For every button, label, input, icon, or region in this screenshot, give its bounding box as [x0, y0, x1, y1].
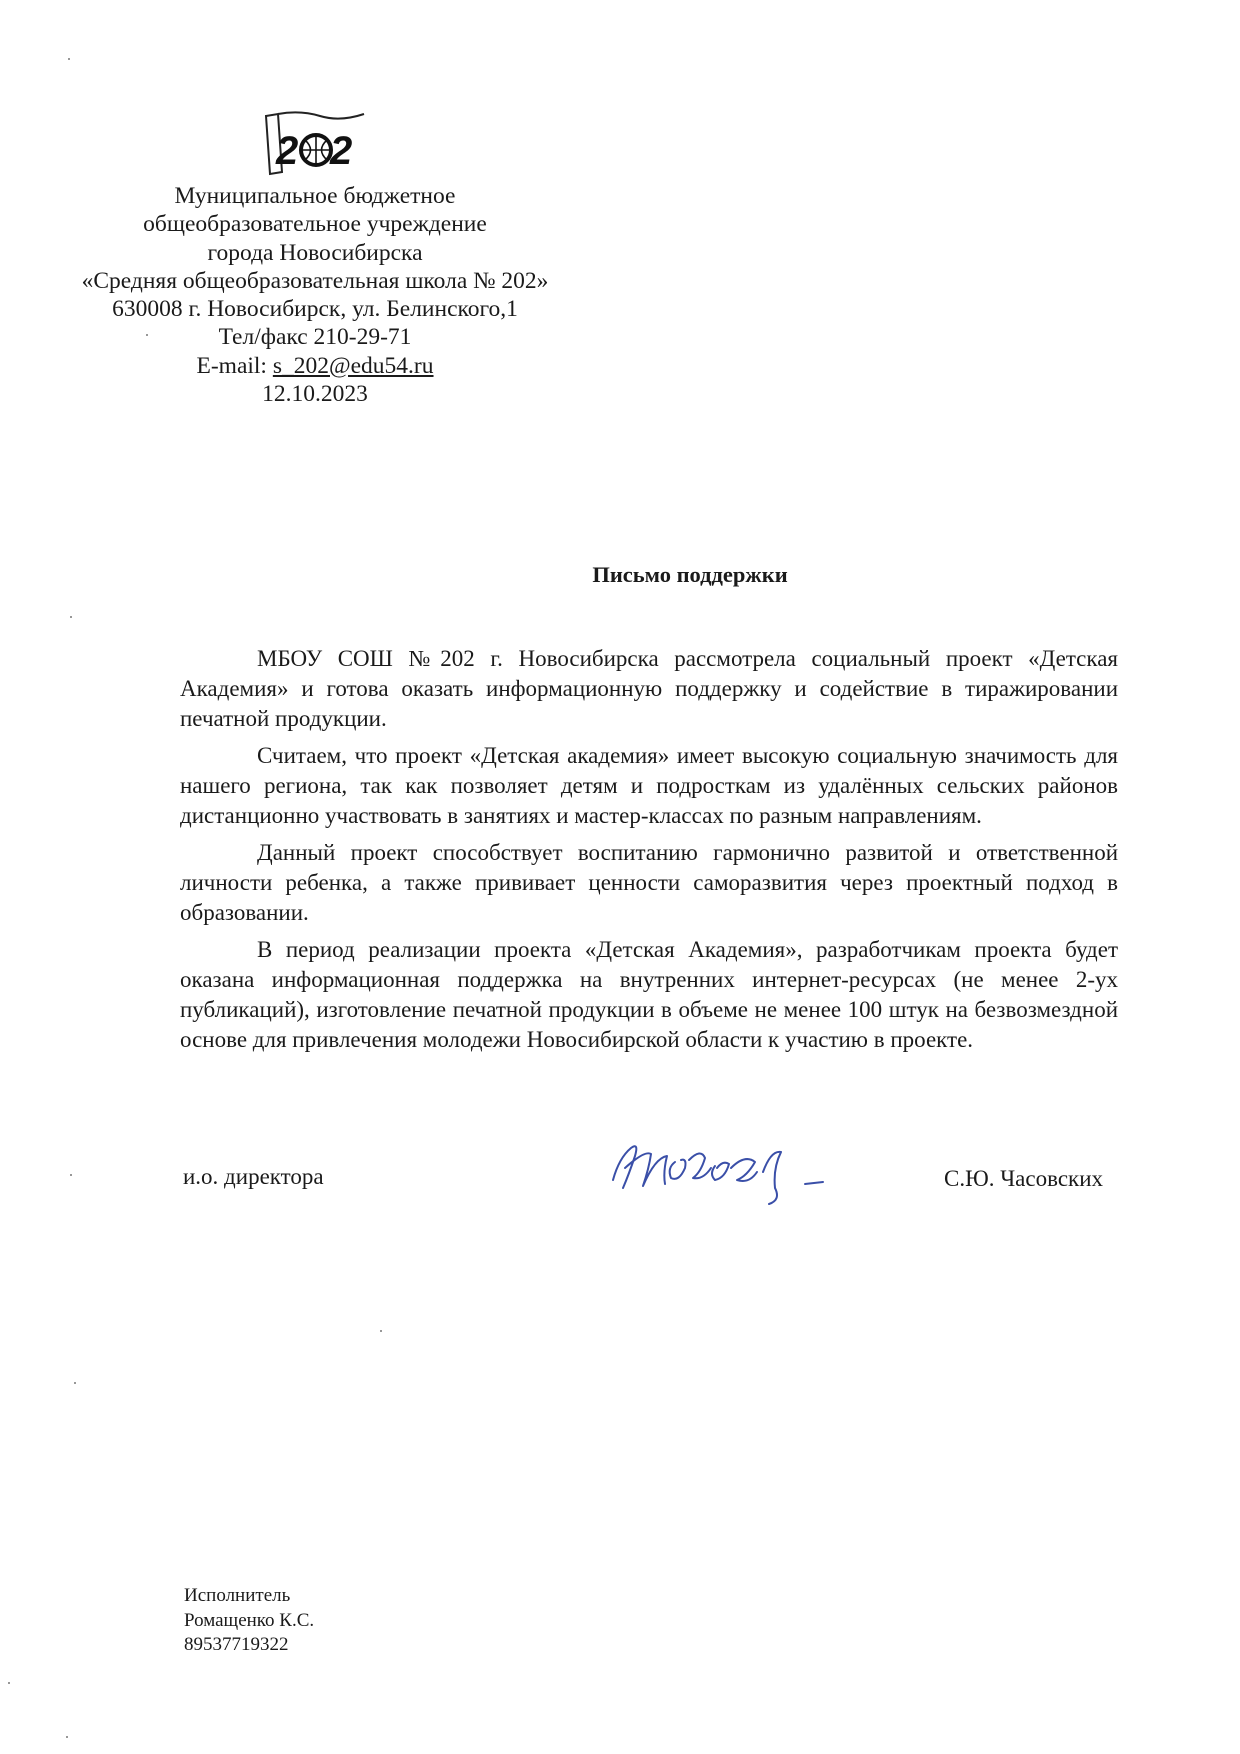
paragraph-1: МБОУ СОШ №202 г. Новосибирска рассмотрела социальный проект «Детская Академия» и готова оказать информационную поддержку и содействие в тиражировании печатной продукции.	[180, 646, 1118, 731]
scan-speck	[70, 1174, 72, 1176]
scan-speck	[74, 1382, 76, 1384]
paragraph-3: Данный проект способствует воспитанию гармонично развитой и ответственной личности ребенка, а также прививает ценности саморазвития через проектный подход в образовании.	[180, 840, 1118, 925]
svg-text:2: 2	[330, 129, 353, 173]
svg-text:2: 2	[276, 129, 299, 173]
executor-phone: 89537719322	[184, 1634, 289, 1655]
letter-body	[180, 644, 1118, 1062]
paragraph-2: Считаем, что проект «Детская академия» имеет высокую социальную значимость для нашего региона, так как позволяет детям и подросткам из удалённых сельских районов дистанционно участвовать в занятиях и мастер-классах по разным направлениям.	[180, 743, 1118, 828]
letterhead	[30, 110, 600, 408]
executor-name: Ромащенко К.С.	[184, 1609, 315, 1631]
paragraph-4: В период реализации проекта «Детская Академия», разработчикам проекта будет оказана информационная поддержка на внутренних интернет-ресурсах (не менее 2-ух публикаций), изготовление печатной продукции в объеме не менее 100 штук на безвозмездной основе для привлечения молодежи Новосибирской области к участию в проекте.	[180, 937, 1118, 1052]
org-line-3: города Новосибирска	[207, 239, 423, 266]
signatory-position: и.о. директора	[183, 1164, 324, 1189]
scan-speck	[68, 58, 70, 60]
executor-block	[184, 1584, 314, 1658]
address: 630008 г. Новосибирск, ул. Белинского,1	[112, 296, 518, 323]
org-line-1: Муниципальное бюджетное	[174, 183, 456, 209]
scan-speck	[146, 334, 148, 336]
signatory-name: С.Ю. Часовских	[944, 1166, 1104, 1191]
scan-speck	[70, 616, 72, 618]
letter-title: Письмо поддержки	[592, 562, 788, 587]
org-line-2: общеобразовательное учреждение	[143, 211, 487, 238]
scan-speck	[380, 1330, 382, 1332]
email-link[interactable]: s_202@edu54.ru	[272, 352, 434, 379]
email-label: E-mail:	[196, 352, 273, 379]
scan-speck	[66, 1736, 68, 1738]
executor-label: Исполнитель	[184, 1585, 291, 1606]
school-name: «Средняя общеобразовательная школа № 202»	[81, 267, 549, 294]
school-logo-icon	[260, 110, 370, 176]
email-line	[30, 352, 600, 380]
phone-fax: Тел/факс 210-29-71	[218, 324, 412, 351]
handwritten-signature	[605, 1128, 845, 1208]
letter-date: 12.10.2023	[262, 381, 368, 408]
scan-speck	[8, 1682, 10, 1684]
